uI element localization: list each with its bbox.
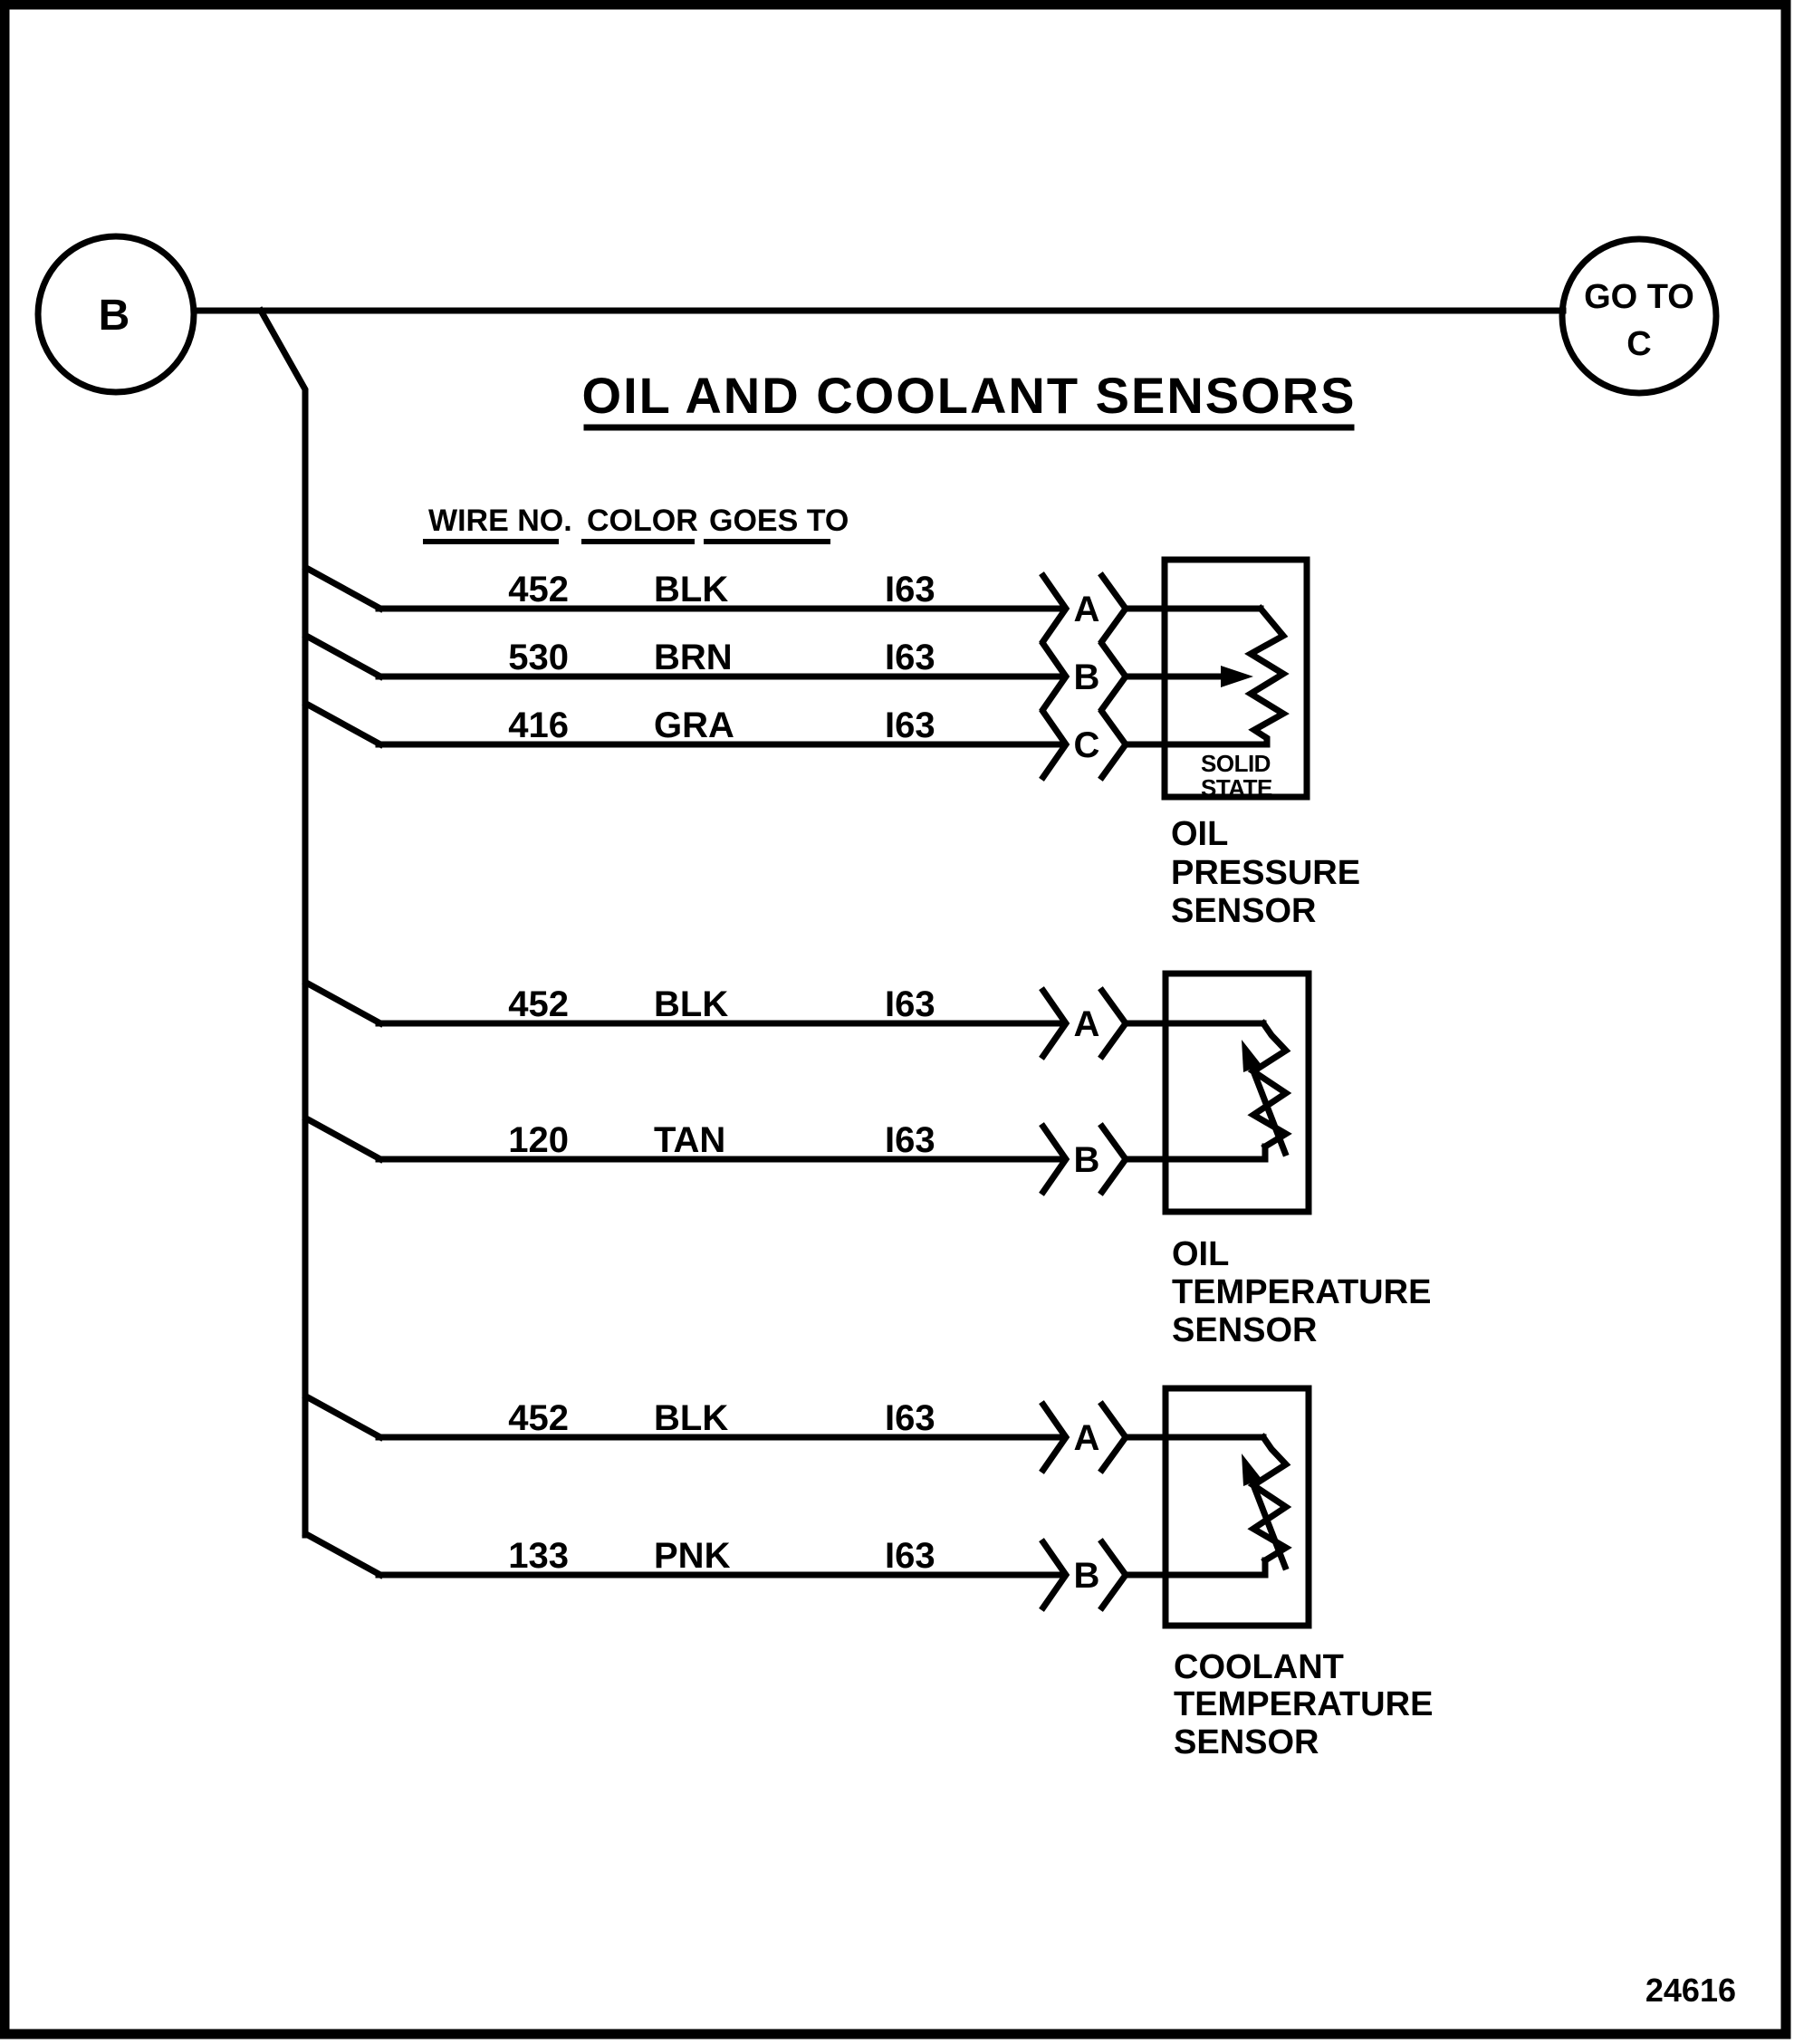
goto-c-label-line2: C — [1626, 325, 1652, 363]
connector-node-goto-c-circle — [1562, 239, 1716, 393]
oil-temperature-sensor-name-line2: TEMPERATURE — [1172, 1273, 1432, 1311]
vertical-bus-line — [261, 311, 305, 1535]
pin-letter: C — [1073, 725, 1100, 765]
coolant-temperature-sensor-symbol — [1166, 1388, 1309, 1626]
connector-chevron-icon — [1102, 1542, 1126, 1607]
wire-row-452-blk-oil-temp — [306, 983, 1263, 1056]
coolant-temperature-sensor-name-line3: SENSOR — [1174, 1723, 1319, 1761]
wire-goes-to: I63 — [885, 638, 935, 677]
connector-node-b-label: B — [98, 292, 130, 340]
pin-letter: B — [1073, 1556, 1100, 1596]
pin-letter: A — [1073, 1418, 1100, 1458]
header-goes-to: GOES TO — [709, 504, 849, 538]
header-color: COLOR — [587, 504, 698, 538]
wire-tail — [1126, 1147, 1265, 1159]
wire-stub — [306, 568, 380, 609]
wire-goes-to: I63 — [885, 1398, 935, 1438]
wire-stub — [306, 983, 380, 1023]
header-wire-no: WIRE NO. — [428, 504, 572, 538]
wire-row-530-brn-oil-pressure — [306, 636, 1253, 709]
connector-chevron-icon — [1102, 644, 1126, 709]
wire-goes-to: I63 — [885, 1120, 935, 1160]
oil-pressure-sensor-name-line3: SENSOR — [1171, 892, 1317, 930]
wire-no: 120 — [508, 1120, 569, 1160]
figure-number: 24616 — [1645, 1972, 1736, 2009]
wire-row-133-pnk-coolant-temp — [306, 1534, 1265, 1607]
pin-letter: A — [1073, 1004, 1100, 1044]
wire-goes-to: I63 — [885, 1536, 935, 1576]
wire-no: 452 — [508, 1398, 569, 1438]
wiper-arrowhead-icon — [1221, 666, 1253, 687]
coolant-temperature-sensor-name-line2: TEMPERATURE — [1174, 1685, 1434, 1723]
wire-color: BLK — [654, 984, 729, 1024]
oil-temperature-sensor-name-line3: SENSOR — [1172, 1311, 1318, 1349]
oil-pressure-sensor-name-line2: PRESSURE — [1171, 854, 1361, 892]
wire-row-452-blk-coolant-temp — [306, 1396, 1263, 1470]
connector-chevron-icon — [1102, 1127, 1126, 1192]
goto-c-label-line1: GO TO — [1584, 278, 1694, 316]
coolant-temperature-sensor-name-line1: COOLANT — [1174, 1648, 1344, 1686]
solid-state-label-line1: SOLID — [1201, 750, 1271, 777]
connector-chevron-icon — [1102, 1405, 1126, 1470]
connector-chevron-icon — [1102, 712, 1126, 777]
wire-no: 416 — [508, 705, 569, 745]
pin-letter: B — [1073, 657, 1100, 697]
wire-no: 133 — [508, 1536, 569, 1576]
wire-color: BLK — [654, 1398, 729, 1438]
connector-chevron-icon — [1102, 991, 1126, 1056]
wire-color: GRA — [654, 705, 734, 745]
wire-row-452-blk-oil-pressure — [306, 568, 1261, 641]
wire-no: 530 — [508, 638, 569, 677]
oil-temperature-sensor-symbol — [1166, 974, 1309, 1212]
wire-stub — [306, 1396, 380, 1437]
wire-tail — [1126, 1560, 1265, 1575]
pin-letter: A — [1073, 590, 1100, 629]
wire-row-416-gra-oil-pressure — [306, 704, 1267, 777]
wire-goes-to: I63 — [885, 984, 935, 1024]
wire-no: 452 — [508, 570, 569, 609]
wire-color: PNK — [654, 1536, 731, 1576]
solid-state-label-line2: STATE — [1201, 774, 1272, 801]
wire-goes-to: I63 — [885, 705, 935, 745]
wire-stub — [306, 636, 380, 677]
wire-color: TAN — [654, 1120, 726, 1160]
wire-color: BRN — [654, 638, 733, 677]
oil-temperature-sensor-name-line1: OIL — [1172, 1235, 1230, 1273]
wire-color: BLK — [654, 570, 729, 609]
pin-letter: B — [1073, 1140, 1100, 1180]
wire-stub — [306, 1118, 380, 1159]
diagram-title: OIL AND COOLANT SENSORS — [581, 367, 1357, 424]
wire-row-120-tan-oil-temp — [306, 1118, 1265, 1192]
wire-no: 452 — [508, 984, 569, 1024]
connector-chevron-icon — [1102, 576, 1126, 641]
resistor-zigzag-icon — [1251, 609, 1283, 744]
oil-pressure-sensor-name-line1: OIL — [1171, 815, 1229, 853]
wire-stub — [306, 1534, 380, 1575]
wire-stub — [306, 704, 380, 744]
wire-goes-to: I63 — [885, 570, 935, 609]
